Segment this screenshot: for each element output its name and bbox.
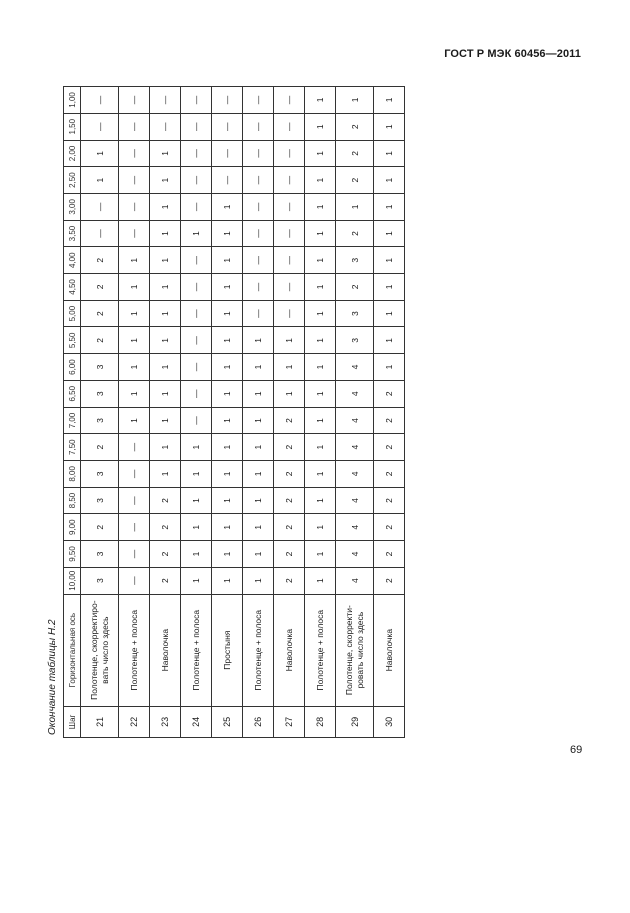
value-cell: 1 xyxy=(374,140,405,167)
value-cell: 2 xyxy=(274,514,305,541)
value-cell: 2 xyxy=(274,487,305,514)
value-cell: 1 xyxy=(374,87,405,114)
value-cell: — xyxy=(119,167,150,194)
column-header: 2,00 xyxy=(64,140,81,167)
value-cell: 2 xyxy=(150,541,181,568)
column-header: 3,50 xyxy=(64,220,81,247)
value-cell: 1 xyxy=(305,567,336,594)
table-container xyxy=(63,86,394,738)
value-cell: 1 xyxy=(374,274,405,301)
value-cell: 1 xyxy=(243,434,274,461)
value-cell: — xyxy=(181,300,212,327)
value-cell: 1 xyxy=(181,461,212,488)
value-cell: — xyxy=(274,140,305,167)
value-cell: 1 xyxy=(212,541,243,568)
item-description: Полотенце + полоса xyxy=(305,594,336,706)
value-cell: 1 xyxy=(305,274,336,301)
value-cell: — xyxy=(119,113,150,140)
value-cell: 3 xyxy=(81,567,119,594)
value-cell: 1 xyxy=(212,380,243,407)
value-cell: 1 xyxy=(305,487,336,514)
value-cell: 1 xyxy=(374,167,405,194)
value-cell: — xyxy=(81,220,119,247)
step-number: 24 xyxy=(181,706,212,737)
value-cell: 3 xyxy=(336,247,374,274)
value-cell: 4 xyxy=(336,461,374,488)
column-header: 3,00 xyxy=(64,193,81,220)
value-cell: 1 xyxy=(243,514,274,541)
value-cell: — xyxy=(212,140,243,167)
value-cell: — xyxy=(181,167,212,194)
table-row xyxy=(81,87,119,738)
value-cell: 1 xyxy=(305,113,336,140)
value-cell: 1 xyxy=(150,327,181,354)
value-cell: — xyxy=(119,87,150,114)
value-cell: — xyxy=(243,167,274,194)
value-cell: — xyxy=(181,407,212,434)
value-cell: — xyxy=(212,113,243,140)
value-cell: 3 xyxy=(81,487,119,514)
value-cell: 2 xyxy=(374,407,405,434)
table-row xyxy=(212,87,243,738)
value-cell: 2 xyxy=(336,140,374,167)
value-cell: — xyxy=(243,247,274,274)
value-cell: 1 xyxy=(150,407,181,434)
value-cell: — xyxy=(243,87,274,114)
step-number: 21 xyxy=(81,706,119,737)
value-cell: 1 xyxy=(305,541,336,568)
value-cell: 1 xyxy=(243,407,274,434)
value-cell: 2 xyxy=(374,487,405,514)
value-cell: 1 xyxy=(374,300,405,327)
column-header: 4,00 xyxy=(64,247,81,274)
value-cell: — xyxy=(181,113,212,140)
value-cell: 4 xyxy=(336,380,374,407)
value-cell: — xyxy=(243,140,274,167)
value-cell: 1 xyxy=(212,274,243,301)
value-cell: 2 xyxy=(81,327,119,354)
value-cell: — xyxy=(274,247,305,274)
value-cell: 2 xyxy=(374,461,405,488)
page-number: 69 xyxy=(570,744,583,756)
value-cell: 1 xyxy=(212,487,243,514)
value-cell: 2 xyxy=(81,514,119,541)
value-cell: 1 xyxy=(150,247,181,274)
item-description: Полотенце, скорректи-ровать число здесь xyxy=(336,594,374,706)
value-cell: 1 xyxy=(212,220,243,247)
value-cell: 1 xyxy=(336,87,374,114)
value-cell: — xyxy=(119,541,150,568)
value-cell: — xyxy=(119,487,150,514)
value-cell: 2 xyxy=(81,274,119,301)
column-header: 6,50 xyxy=(64,380,81,407)
step-number: 29 xyxy=(336,706,374,737)
value-cell: — xyxy=(243,300,274,327)
step-number: 25 xyxy=(212,706,243,737)
value-cell: 4 xyxy=(336,407,374,434)
value-cell: — xyxy=(181,354,212,381)
value-cell: 3 xyxy=(81,354,119,381)
value-cell: — xyxy=(181,247,212,274)
value-cell: 1 xyxy=(181,514,212,541)
value-cell: 4 xyxy=(336,514,374,541)
value-cell: 1 xyxy=(150,300,181,327)
table-row xyxy=(336,87,374,738)
value-cell: 1 xyxy=(150,434,181,461)
value-cell: — xyxy=(274,193,305,220)
column-header: 6,00 xyxy=(64,354,81,381)
value-cell: 1 xyxy=(305,300,336,327)
value-cell: 1 xyxy=(336,193,374,220)
value-cell: 1 xyxy=(150,354,181,381)
value-cell: 1 xyxy=(119,407,150,434)
value-cell: 1 xyxy=(81,140,119,167)
value-cell: 1 xyxy=(305,220,336,247)
value-cell: 1 xyxy=(150,167,181,194)
value-cell: 2 xyxy=(274,407,305,434)
value-cell: 1 xyxy=(119,354,150,381)
value-cell: — xyxy=(119,193,150,220)
item-description: Полотенце, скорректиро-вать число здесь xyxy=(81,594,119,706)
value-cell: 2 xyxy=(374,567,405,594)
value-cell: 1 xyxy=(181,487,212,514)
value-cell: 4 xyxy=(336,487,374,514)
step-number: 26 xyxy=(243,706,274,737)
column-header: 9,50 xyxy=(64,541,81,568)
value-cell: 2 xyxy=(274,567,305,594)
value-cell: 1 xyxy=(181,220,212,247)
data-table xyxy=(63,86,405,738)
value-cell: 1 xyxy=(305,87,336,114)
value-cell: 1 xyxy=(150,193,181,220)
value-cell: — xyxy=(212,167,243,194)
value-cell: 2 xyxy=(150,487,181,514)
value-cell: 1 xyxy=(150,461,181,488)
value-cell: — xyxy=(274,300,305,327)
value-cell: — xyxy=(243,274,274,301)
column-header: 8,50 xyxy=(64,487,81,514)
value-cell: — xyxy=(81,87,119,114)
table-row xyxy=(274,87,305,738)
value-cell: — xyxy=(119,567,150,594)
value-cell: 2 xyxy=(81,300,119,327)
value-cell: 1 xyxy=(305,514,336,541)
table-row xyxy=(150,87,181,738)
value-cell: 1 xyxy=(212,434,243,461)
value-cell: 3 xyxy=(81,541,119,568)
value-cell: 1 xyxy=(150,274,181,301)
value-cell: 1 xyxy=(274,380,305,407)
value-cell: 1 xyxy=(374,327,405,354)
value-cell: 1 xyxy=(305,434,336,461)
value-cell: — xyxy=(119,434,150,461)
value-cell: 3 xyxy=(81,380,119,407)
column-header: 1,50 xyxy=(64,113,81,140)
value-cell: 2 xyxy=(150,514,181,541)
value-cell: 2 xyxy=(374,541,405,568)
value-cell: 4 xyxy=(336,541,374,568)
value-cell: — xyxy=(274,113,305,140)
value-cell: 1 xyxy=(212,461,243,488)
value-cell: 1 xyxy=(374,220,405,247)
value-cell: 2 xyxy=(336,113,374,140)
value-cell: 1 xyxy=(305,407,336,434)
column-header: 7,00 xyxy=(64,407,81,434)
value-cell: 1 xyxy=(305,461,336,488)
column-header: 2,50 xyxy=(64,167,81,194)
value-cell: — xyxy=(81,113,119,140)
value-cell: 1 xyxy=(305,327,336,354)
value-cell: — xyxy=(181,274,212,301)
table-caption: Окончание таблицы Н.2 xyxy=(47,619,58,735)
table-header-row xyxy=(64,87,81,738)
value-cell: 1 xyxy=(212,327,243,354)
column-header: 10,00 xyxy=(64,567,81,594)
value-cell: 2 xyxy=(81,247,119,274)
value-cell: 1 xyxy=(212,407,243,434)
column-header: 1,00 xyxy=(64,87,81,114)
item-description: Наволочка xyxy=(374,594,405,706)
value-cell: 1 xyxy=(181,567,212,594)
value-cell: 1 xyxy=(212,567,243,594)
value-cell: 1 xyxy=(374,354,405,381)
item-description: Полотенце + полоса xyxy=(243,594,274,706)
value-cell: 3 xyxy=(81,407,119,434)
value-cell: — xyxy=(150,87,181,114)
item-description: Наволочка xyxy=(150,594,181,706)
value-cell: 4 xyxy=(336,567,374,594)
value-cell: — xyxy=(243,220,274,247)
value-cell: 2 xyxy=(274,434,305,461)
value-cell: — xyxy=(181,380,212,407)
column-header: 8,00 xyxy=(64,461,81,488)
value-cell: 1 xyxy=(119,380,150,407)
value-cell: 2 xyxy=(336,274,374,301)
value-cell: 2 xyxy=(336,167,374,194)
standard-code: ГОСТ Р МЭК 60456—2011 xyxy=(444,48,581,60)
item-description: Наволочка xyxy=(274,594,305,706)
value-cell: 2 xyxy=(374,514,405,541)
value-cell: — xyxy=(150,113,181,140)
value-cell: — xyxy=(274,274,305,301)
value-cell: 1 xyxy=(212,247,243,274)
step-number: 22 xyxy=(119,706,150,737)
value-cell: — xyxy=(119,220,150,247)
table-row xyxy=(243,87,274,738)
value-cell: 2 xyxy=(274,461,305,488)
value-cell: 2 xyxy=(150,567,181,594)
value-cell: — xyxy=(243,113,274,140)
value-cell: 2 xyxy=(274,541,305,568)
value-cell: 1 xyxy=(305,247,336,274)
value-cell: 1 xyxy=(305,167,336,194)
value-cell: 3 xyxy=(336,327,374,354)
step-number: 27 xyxy=(274,706,305,737)
value-cell: 1 xyxy=(374,113,405,140)
value-cell: 2 xyxy=(374,380,405,407)
axis-header: Горизонтальная ось xyxy=(64,594,81,706)
step-header: Шаг xyxy=(64,706,81,737)
value-cell: — xyxy=(119,514,150,541)
value-cell: — xyxy=(212,87,243,114)
value-cell: — xyxy=(119,461,150,488)
value-cell: 4 xyxy=(336,434,374,461)
value-cell: 1 xyxy=(274,327,305,354)
value-cell: 1 xyxy=(150,140,181,167)
value-cell: 1 xyxy=(119,247,150,274)
value-cell: 1 xyxy=(305,354,336,381)
value-cell: 1 xyxy=(81,167,119,194)
value-cell: 1 xyxy=(274,354,305,381)
table-row xyxy=(181,87,212,738)
value-cell: 1 xyxy=(212,193,243,220)
column-header: 5,00 xyxy=(64,300,81,327)
value-cell: 1 xyxy=(243,354,274,381)
step-number: 30 xyxy=(374,706,405,737)
value-cell: 3 xyxy=(81,461,119,488)
step-number: 28 xyxy=(305,706,336,737)
value-cell: 4 xyxy=(336,354,374,381)
value-cell: 1 xyxy=(150,380,181,407)
value-cell: 1 xyxy=(181,541,212,568)
column-header: 7,50 xyxy=(64,434,81,461)
value-cell: 1 xyxy=(243,380,274,407)
step-number: 23 xyxy=(150,706,181,737)
value-cell: 1 xyxy=(243,567,274,594)
column-header: 9,00 xyxy=(64,514,81,541)
value-cell: 1 xyxy=(212,354,243,381)
value-cell: 3 xyxy=(336,300,374,327)
value-cell: — xyxy=(181,87,212,114)
column-header: 5,50 xyxy=(64,327,81,354)
value-cell: 1 xyxy=(150,220,181,247)
table-row xyxy=(119,87,150,738)
value-cell: 1 xyxy=(181,434,212,461)
item-description: Полотенце + полоса xyxy=(119,594,150,706)
value-cell: 1 xyxy=(305,193,336,220)
value-cell: 1 xyxy=(119,300,150,327)
value-cell: 1 xyxy=(243,541,274,568)
value-cell: — xyxy=(274,87,305,114)
value-cell: — xyxy=(181,140,212,167)
value-cell: 1 xyxy=(119,274,150,301)
value-cell: 2 xyxy=(336,220,374,247)
value-cell: 1 xyxy=(374,193,405,220)
value-cell: — xyxy=(181,193,212,220)
value-cell: — xyxy=(274,220,305,247)
value-cell: — xyxy=(119,140,150,167)
value-cell: 1 xyxy=(374,247,405,274)
value-cell: 1 xyxy=(119,327,150,354)
value-cell: 2 xyxy=(81,434,119,461)
value-cell: 1 xyxy=(212,514,243,541)
value-cell: — xyxy=(181,327,212,354)
value-cell: 1 xyxy=(243,461,274,488)
item-description: Простыня xyxy=(212,594,243,706)
table-row xyxy=(305,87,336,738)
value-cell: 1 xyxy=(243,487,274,514)
value-cell: 1 xyxy=(305,380,336,407)
column-header: 4,50 xyxy=(64,274,81,301)
item-description: Полотенце + полоса xyxy=(181,594,212,706)
table-row xyxy=(374,87,405,738)
value-cell: — xyxy=(274,167,305,194)
value-cell: 1 xyxy=(305,140,336,167)
value-cell: 2 xyxy=(374,434,405,461)
value-cell: 1 xyxy=(212,300,243,327)
value-cell: — xyxy=(81,193,119,220)
value-cell: — xyxy=(243,193,274,220)
value-cell: 1 xyxy=(243,327,274,354)
